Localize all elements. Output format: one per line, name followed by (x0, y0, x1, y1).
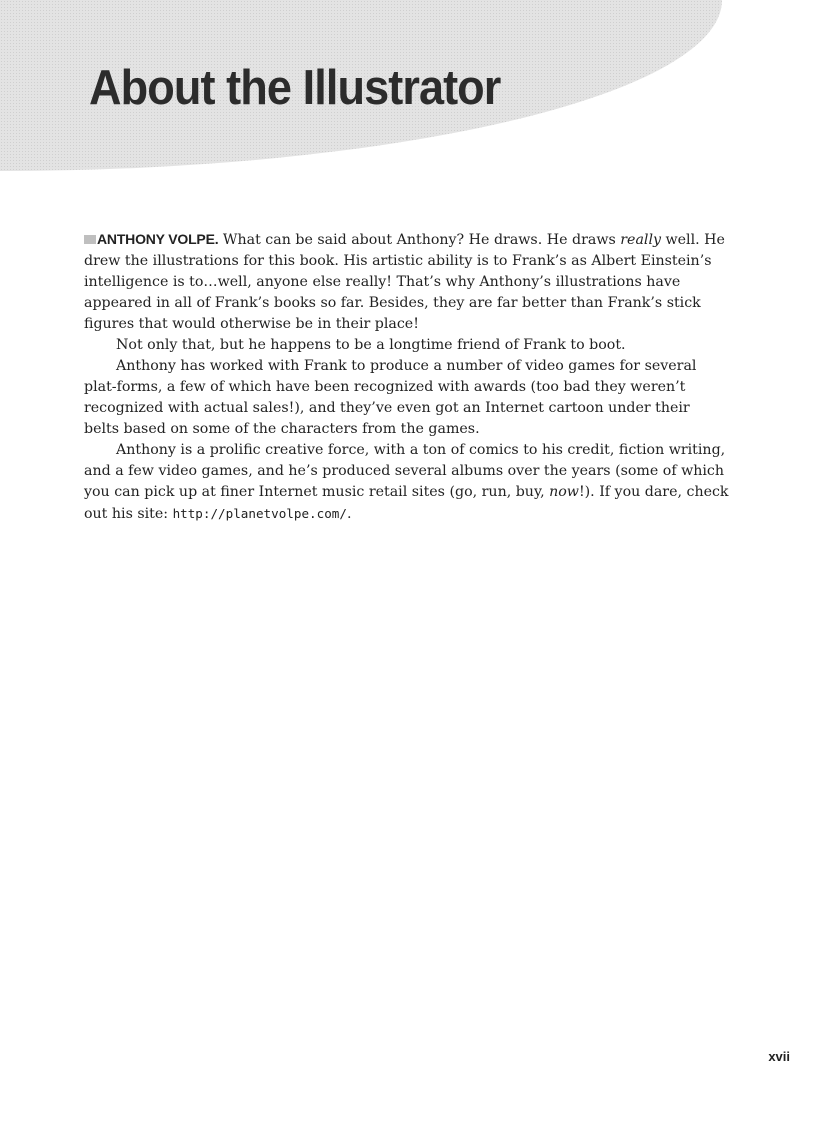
chapter-title: About the Illustrator (89, 61, 501, 115)
bio-text: What can be said about Anthony? He draws. He draws (218, 232, 621, 248)
emphasis-text: now (549, 484, 579, 500)
bio-paragraph-1 (84, 229, 729, 335)
bio-paragraph-2: Not only that, but he happens to be a longtime friend of Frank to boot. (116, 337, 626, 353)
bio-paragraph-3: Anthony has worked with Frank to produce a number of video games for several plat-forms, a few of which have been recognized with awards (too bad they weren’t recognized with actual sales!), and they’ve even got an Internet cartoon under their belts based on some of the characters from the games. (84, 358, 697, 437)
bio-text: !). If you dare, check out his site: (84, 484, 729, 522)
bio-text: Anthony is a prolific creative force, with a ton of comics to his credit, fiction writing, and a few video games, and he’s produced several albums over the years (some of which you can pick up at finer Internet music retail sites (go, run, buy, (84, 442, 726, 500)
emphasis-text: really (620, 232, 661, 248)
square-bullet-icon (84, 235, 96, 244)
bio-text: . (346, 506, 352, 522)
bio-text: well. He drew the illustrations for this book. His artistic ability is to Frank’s as Albert Einstein’s intelligence is to…well, anyone else really! That’s why Anthony’s illustrations have appeared in all of Frank’s books so far. Besides, they are far better than Frank’s stick figures that would otherwise be in their place! (84, 232, 725, 332)
illustrator-name: ANTHONY VOLPE. (97, 231, 219, 247)
page-number: xvii (768, 1049, 790, 1064)
bio-section (84, 229, 729, 525)
website-url: http://planetvolpe.com/ (172, 506, 347, 521)
bio-paragraph-4 (84, 440, 729, 525)
